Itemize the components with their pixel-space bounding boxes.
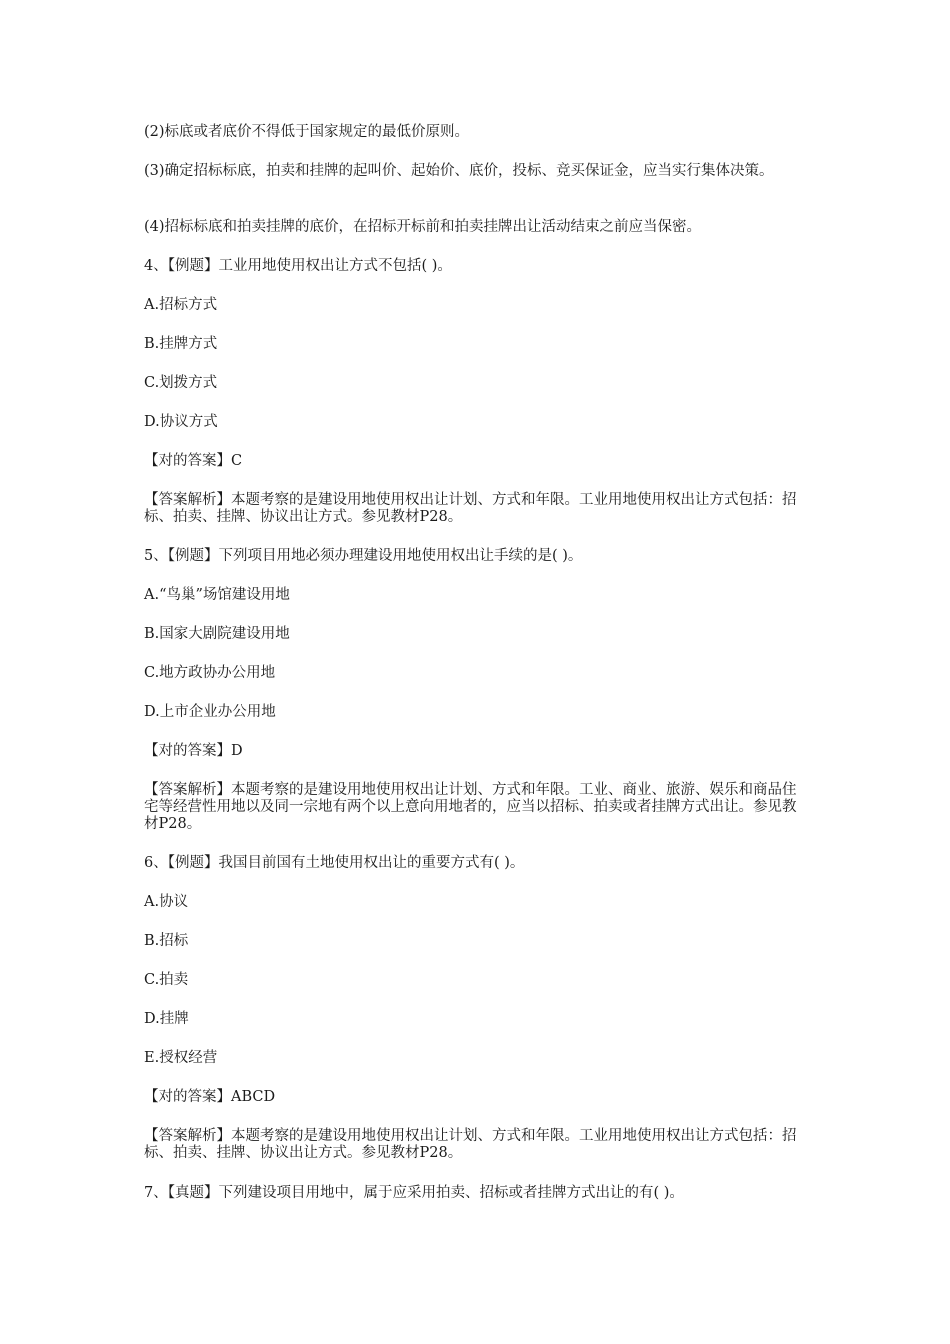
explanation-5: 【答案解析】本题考察的是建设用地使用权出让计划、方式和年限。工业、商业、旅游、娱乐和商品住宅等经营性用地以及同一宗地有两个以上意向用地者的，应当以招标、拍卖或者挂牌方式出让。参见教材P28。 — [144, 782, 797, 832]
paragraph-principle-3: (3)确定招标标底，拍卖和挂牌的起叫价、起始价、底价，投标、竞买保证金，应当实行集体决策。 — [144, 163, 774, 179]
question-7: 7、【真题】下列建设项目用地中，属于应采用拍卖、招标或者挂牌方式出让的有( )。 — [144, 1185, 684, 1201]
option-4d: D.协议方式 — [144, 414, 218, 430]
answer-5: 【对的答案】D — [144, 743, 243, 759]
explanation-6: 【答案解析】本题考察的是建设用地使用权出让计划、方式和年限。工业用地使用权出让方式包括：招标、拍卖、挂牌、协议出让方式。参见教材P28。 — [144, 1128, 797, 1161]
option-5c: C.地方政协办公用地 — [144, 665, 276, 681]
answer-4: 【对的答案】C — [144, 453, 243, 469]
option-6b: B.招标 — [144, 933, 189, 949]
paragraph-principle-2: (2)标底或者底价不得低于国家规定的最低价原则。 — [144, 124, 470, 140]
option-5d: D.上市企业办公用地 — [144, 704, 276, 720]
option-6e: E.授权经营 — [144, 1050, 218, 1066]
answer-6: 【对的答案】ABCD — [144, 1089, 276, 1105]
option-4c: C.划拨方式 — [144, 375, 218, 391]
option-6c: C.拍卖 — [144, 972, 189, 988]
option-6a: A.协议 — [144, 894, 189, 910]
paragraph-principle-4: (4)招标标底和拍卖挂牌的底价，在招标开标前和拍卖挂牌出让活动结束之前应当保密。 — [144, 219, 702, 235]
option-5a: A.“鸟巢”场馆建设用地 — [144, 587, 290, 603]
question-6: 6、【例题】我国目前国有土地使用权出让的重要方式有( )。 — [144, 855, 525, 871]
option-5b: B.国家大剧院建设用地 — [144, 626, 290, 642]
explanation-4: 【答案解析】本题考察的是建设用地使用权出让计划、方式和年限。工业用地使用权出让方式包括：招标、拍卖、挂牌、协议出让方式。参见教材P28。 — [144, 492, 797, 525]
option-4a: A.招标方式 — [144, 297, 218, 313]
question-5: 5、【例题】下列项目用地必须办理建设用地使用权出让手续的是( )。 — [144, 548, 583, 564]
option-6d: D.挂牌 — [144, 1011, 189, 1027]
option-4b: B.挂牌方式 — [144, 336, 218, 352]
question-4: 4、【例题】工业用地使用权出让方式不包括( )。 — [144, 258, 452, 274]
